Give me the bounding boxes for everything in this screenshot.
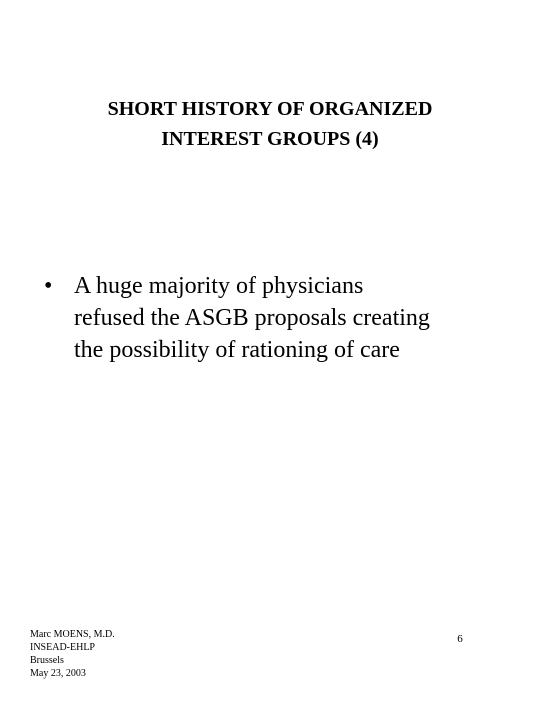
bullet-text-line-1: A huge majority of physicians xyxy=(74,273,364,299)
footer-author: Marc MOENS, M.D. xyxy=(30,629,115,640)
footer-location: Brussels xyxy=(30,655,64,666)
footer-organization: INSEAD-EHLP xyxy=(30,642,95,653)
page-number: 6 xyxy=(457,633,463,645)
bullet-text-line-2: refused the ASGB proposals creating xyxy=(74,305,430,331)
bullet-list xyxy=(44,270,504,366)
bullet-dot-icon: • xyxy=(44,273,53,299)
slide-title-line-2: INTEREST GROUPS (4) xyxy=(161,128,379,150)
footer-date: May 23, 2003 xyxy=(30,668,86,679)
bullet-text-line-3: the possibility of rationing of care xyxy=(74,337,400,363)
slide-title xyxy=(40,94,500,154)
footer-author-info xyxy=(30,628,115,680)
bullet-item xyxy=(44,270,504,366)
slide-title-line-1: SHORT HISTORY OF ORGANIZED xyxy=(107,98,433,120)
